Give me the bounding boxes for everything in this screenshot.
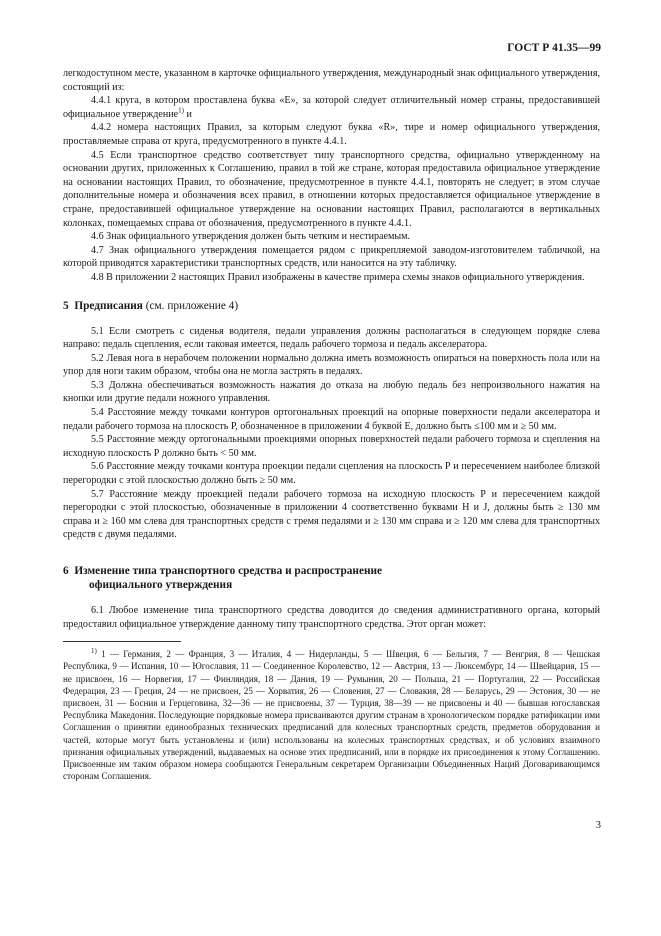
section-6-number: 6 — [63, 565, 69, 577]
page-number: 3 — [595, 820, 601, 831]
paragraph-4-5: 4.5 Если транспортное средство соответствует типу транспортного средства, официально утвержденному на основании других, приложенных к Соглашению, правил в той же стране, которая предоставила официальное утверждение на основании настоящих Правил, то обозначение, предусмотренное в пункте 4.4.1, повторять не следует; в этом случае дополнительные номера и обозначения всех правил, в отношении которых предоставляется официальное утверждение в стране, предоставившей официальное утверждение на основании настоящих Правил, располагаются в вертикальных колонках, помещаемых справа от обозначения, предусмотренного в пункте 4.4.1. — [63, 149, 600, 229]
paragraph-4-8: 4.8 В приложении 2 настоящих Правил изображены в качестве примера схемы знаков официального утверждения. — [91, 271, 585, 283]
paragraph-4-4-1 — [63, 94, 600, 121]
paragraph-5-2: 5.2 Левая нога в нерабочем положении нормально должна иметь возможность опираться на поверхность пола или на упор для ноги таким образом, чтобы она не могла застрять в педалях. — [63, 352, 600, 378]
section-5-number: 5 — [63, 299, 69, 312]
section-5-note: (см. приложение 4) — [145, 299, 239, 312]
paragraph-4-4-2: 4.4.2 номера настоящих Правил, за которым следуют буква «R», тире и номер официального утверждения, проставляемые справа от круга, предусмотренного в пункте 4.4.1. — [63, 122, 600, 147]
paragraph-4-7: 4.7 Знак официального утверждения помещается рядом с прикрепляемой заводом-изготовителем табличкой, на которой приводятся характеристики транспортных средств, или наносится на эту табличку. — [63, 244, 600, 270]
section-5-title: Предписания — [74, 299, 143, 312]
section-6-title-line1: Изменение типа транспортного средства и распространение — [74, 565, 382, 577]
paragraph-4-6: 4.6 Знак официального утверждения должен быть четким и нестираемым. — [91, 231, 411, 243]
footnote-mark: 1) — [91, 647, 97, 656]
footnote — [63, 648, 600, 782]
paragraph-4-4-1-tail: и — [184, 108, 192, 120]
paragraph-5-3: 5.3 Должна обеспечиваться возможность нажатия до отказа на любую педаль без непроизвольного нажатия на кнопки или другие педали ножного управления. — [63, 379, 600, 405]
paragraph-5-6: 5.6 Расстояние между точками контура проекции педали сцепления на плоскость Р и пересечением наиболее близкой перегородки с этой плоскостью должно быть ≥ 50 мм. — [63, 461, 600, 487]
footnote-ref: 1) — [178, 106, 184, 115]
document-body — [63, 67, 600, 782]
section-6-heading — [63, 564, 600, 592]
footnote-divider — [63, 641, 181, 642]
paragraph-5-7: 5.7 Расстояние между проекцией педали рабочего тормоза на исходную плоскость Р и пересечением каждой перегородки с этой плоскостью, обозначенные в приложении 4 соответственно буквами Н и J, должны быть ≥ 130 мм справа и ≥ 160 мм слева для транспортных средств с тремя педалями и ≥ 130 мм справа и ≥ 120 мм слева для транспортных средств с двумя педалями. — [63, 488, 600, 541]
section-5-heading — [63, 299, 600, 313]
paragraph-4-4-1-text: 4.4.1 круга, в котором проставлена буква «Е», за которой следует отличительный номер страны, предоставившей официальное утверждение — [63, 95, 600, 120]
intro-paragraph: легкодоступном месте, указанном в карточке официального утверждения, международный знак официального утверждения, состоящий из: — [63, 68, 600, 93]
footnote-text: 1 — Германия, 2 — Франция, 3 — Италия, 4 — Нидерланды, 5 — Швеция, 6 — Бельгия, 7 — Венгрия, 8 — Чешская Республика, 9 — Испания, 10 — Югославия, 11 — Соединенное Королевство, 12 — Австрия, 13 — Люксембург, 14 — Швейцария, 15 — не присвоен, 16 — Норвегия, 17 — Финляндия, 18 — Дания, 19 — Румыния, 20 — Польша, 21 — Португалия, 22 — Российская Федерация, 23 — Греция, 24 — не присвоен, 25 — Хорватия, 26 — Словения, 27 — Словакия, 28 — Беларусь, 29 — Эстония, 30 — не присвоен, 31 — Босния и Герцеговина, 32—36 — не присвоены, 37 — Турция, 38—39 — не присвоены и 40 — бывшая югославская Республика Македония. Последующие порядковые номера присваиваются другим странам в хронологическом порядке ратификации ими Соглашения о принятии единообразных технических предписаний для колесных транспортных средств, предметов оборудования и частей, которые могут быть установлены и (или) использованы на колесных транспортных средствах, и об условиях взаимного признания официальных утверждений, выдаваемых на основе этих предписаний, или в порядке их присоединения к этому Соглашению. Присвоенные им таким образом номера сообщаются Генеральным секретарем Организации Объединенных Наций Договаривающимся сторонам Соглашения. — [63, 649, 600, 782]
section-6-title-line2: официального утверждения — [89, 579, 233, 591]
paragraph-6-1: 6.1 Любое изменение типа транспортного средства доводится до сведения административного органа, который предоставил официальное утверждение данному типу транспортного средства. Этот орган может: — [63, 605, 600, 630]
paragraph-5-5: 5.5 Расстояние между ортогональными проекциями опорных поверхностей педали рабочего тормоза и сцепления на исходную плоскость Р должно быть < 50 мм. — [63, 434, 600, 459]
paragraph-5-1: 5.1 Если смотреть с сиденья водителя, педали управления должны располагаться в следующем порядке слева направо: педаль сцепления, если таковая имеется, педаль рабочего тормоза и педаль акселератора. — [63, 325, 600, 351]
document-header: ГОСТ Р 41.35—99 — [507, 42, 601, 54]
paragraph-5-4: 5.4 Расстояние между точками контуров ортогональных проекций на опорные поверхности педали акселератора и педали рабочего тормоза на плоскость Р, обозначенное в приложении 4 буквой Е, должно быть ≤100 мм и ≥ 50 мм. — [63, 407, 600, 432]
